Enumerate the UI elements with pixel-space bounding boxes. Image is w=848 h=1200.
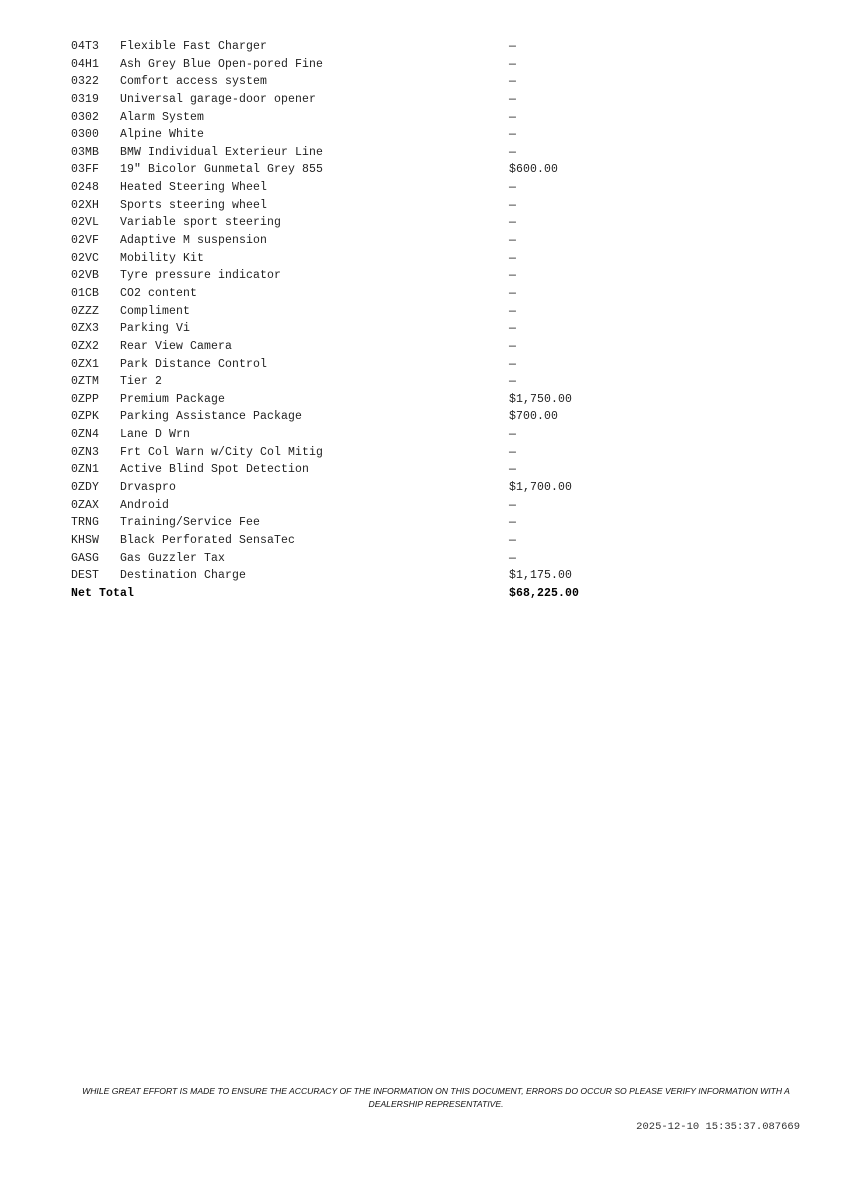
option-description: Park Distance Control — [120, 357, 268, 371]
net-total-value: $68,225.00 — [509, 586, 580, 600]
option-description: CO2 content — [120, 286, 198, 300]
option-code: 0ZTM — [71, 375, 100, 389]
option-row — [71, 461, 591, 479]
option-description: Active Blind Spot Detection — [120, 463, 310, 477]
option-row — [71, 214, 591, 232]
option-row — [71, 161, 591, 179]
option-code: 0ZPP — [71, 392, 100, 406]
option-row — [71, 479, 591, 497]
option-description: Variable sport steering — [120, 216, 282, 230]
option-price: — — [509, 357, 517, 371]
net-total-label: Net Total — [71, 586, 135, 600]
option-code: 03FF — [71, 163, 100, 177]
option-code: 0248 — [71, 181, 100, 195]
option-row — [71, 91, 591, 109]
option-description: Drvaspro — [120, 481, 177, 495]
option-row — [71, 197, 591, 215]
option-price: — — [509, 463, 517, 477]
option-description: Parking Vi — [120, 322, 191, 336]
option-description: Tyre pressure indicator — [120, 269, 282, 283]
option-code: 01CB — [71, 286, 100, 300]
option-row — [71, 514, 591, 532]
option-row — [71, 567, 591, 585]
option-price: — — [509, 216, 517, 230]
option-description: Gas Guzzler Tax — [120, 551, 226, 565]
option-price: — — [509, 286, 517, 300]
option-code: 0ZDY — [71, 481, 100, 495]
option-code: 02VF — [71, 234, 100, 248]
option-price: — — [509, 516, 517, 530]
option-row — [71, 56, 591, 74]
option-code: GASG — [71, 551, 100, 565]
option-description: Compliment — [120, 304, 191, 318]
option-code: 0322 — [71, 75, 100, 89]
option-price: — — [509, 498, 517, 512]
option-code: TRNG — [71, 516, 100, 530]
option-code: 0ZN4 — [71, 428, 100, 442]
option-code: 0ZX1 — [71, 357, 100, 371]
option-code: 0319 — [71, 92, 100, 106]
option-description: Destination Charge — [120, 569, 247, 583]
option-row — [71, 550, 591, 568]
option-code: KHSW — [71, 533, 100, 547]
option-description: Parking Assistance Package — [120, 410, 303, 424]
option-row — [71, 532, 591, 550]
option-code: 0ZN3 — [71, 445, 100, 459]
option-description: Ash Grey Blue Open-pored Fine — [120, 57, 324, 71]
option-row — [71, 320, 591, 338]
option-price: — — [509, 339, 517, 353]
option-row — [71, 73, 591, 91]
option-code: 0ZX2 — [71, 339, 100, 353]
option-row — [71, 408, 591, 426]
option-price: — — [509, 110, 517, 124]
option-code: 0ZPK — [71, 410, 100, 424]
option-price: $600.00 — [509, 163, 559, 177]
option-row — [71, 109, 591, 127]
net-total-row — [71, 585, 591, 603]
option-description: Premium Package — [120, 392, 226, 406]
option-price: — — [509, 375, 517, 389]
options-table — [71, 38, 591, 603]
option-description: Alpine White — [120, 128, 205, 142]
option-row — [71, 444, 591, 462]
option-description: Mobility Kit — [120, 251, 205, 265]
option-price: — — [509, 269, 517, 283]
option-code: 02VB — [71, 269, 100, 283]
options-table-body — [71, 38, 591, 603]
option-row — [71, 179, 591, 197]
option-description: Lane D Wrn — [120, 428, 191, 442]
option-row — [71, 267, 591, 285]
option-row — [71, 285, 591, 303]
disclaimer-text: WHILE GREAT EFFORT IS MADE TO ENSURE THE ACCURACY OF THE INFORMATION ON THIS DOCUMENT, ERRORS DO OCCUR SO PLEASE VERIFY INFORMATION WITH A DEALERSHIP REPRESENTATIVE. — [82, 1086, 790, 1109]
option-row — [71, 144, 591, 162]
option-price: — — [509, 322, 517, 336]
option-row — [71, 303, 591, 321]
option-price: — — [509, 234, 517, 248]
option-price: — — [509, 145, 517, 159]
option-description: Android — [120, 498, 170, 512]
option-row — [71, 232, 591, 250]
option-price: $700.00 — [509, 410, 559, 424]
option-price: — — [509, 428, 517, 442]
option-description: Black Perforated SensaTec — [120, 533, 296, 547]
option-description: Tier 2 — [120, 375, 163, 389]
option-price: $1,700.00 — [509, 481, 573, 495]
option-code: 0ZX3 — [71, 322, 100, 336]
option-description: Sports steering wheel — [120, 198, 268, 212]
option-description: Universal garage-door opener — [120, 92, 317, 106]
option-row — [71, 497, 591, 515]
option-row — [71, 250, 591, 268]
option-description: Alarm System — [120, 110, 205, 124]
option-code: 03MB — [71, 145, 100, 159]
print-timestamp: 2025-12-10 15:35:37.087669 — [636, 1121, 800, 1133]
option-code: 0ZN1 — [71, 463, 100, 477]
option-row — [71, 38, 591, 56]
option-description: 19" Bicolor Gunmetal Grey 855 — [120, 163, 324, 177]
option-price: — — [509, 75, 517, 89]
option-description: Adaptive M suspension — [120, 234, 268, 248]
option-code: 04H1 — [71, 57, 100, 71]
option-code: 0302 — [71, 110, 100, 124]
option-code: 0ZAX — [71, 498, 100, 512]
option-price: — — [509, 57, 517, 71]
option-code: 02VL — [71, 216, 100, 230]
option-code: 02XH — [71, 198, 100, 212]
option-code: DEST — [71, 569, 100, 583]
option-description: Heated Steering Wheel — [120, 181, 268, 195]
option-price: $1,750.00 — [509, 392, 573, 406]
option-price: — — [509, 445, 517, 459]
option-price: $1,175.00 — [509, 569, 573, 583]
option-row — [71, 356, 591, 374]
option-description: Frt Col Warn w/City Col Mitig — [120, 445, 324, 459]
option-description: Comfort access system — [120, 75, 268, 89]
option-code: 0300 — [71, 128, 100, 142]
option-code: 04T3 — [71, 40, 100, 53]
option-row — [71, 391, 591, 409]
option-price: — — [509, 40, 517, 53]
option-price: — — [509, 92, 517, 106]
option-description: BMW Individual Exterieur Line — [120, 145, 324, 159]
option-row — [71, 373, 591, 391]
option-price: — — [509, 304, 517, 318]
option-row — [71, 338, 591, 356]
option-price: — — [509, 533, 517, 547]
option-price: — — [509, 251, 517, 265]
option-price: — — [509, 198, 517, 212]
option-row — [71, 126, 591, 144]
option-price: — — [509, 551, 517, 565]
option-price: — — [509, 181, 517, 195]
option-description: Rear View Camera — [120, 339, 233, 353]
option-code: 0ZZZ — [71, 304, 100, 318]
option-price: — — [509, 128, 517, 142]
option-description: Training/Service Fee — [120, 516, 261, 530]
option-description: Flexible Fast Charger — [120, 40, 268, 53]
option-code: 02VC — [71, 251, 100, 265]
option-row — [71, 426, 591, 444]
